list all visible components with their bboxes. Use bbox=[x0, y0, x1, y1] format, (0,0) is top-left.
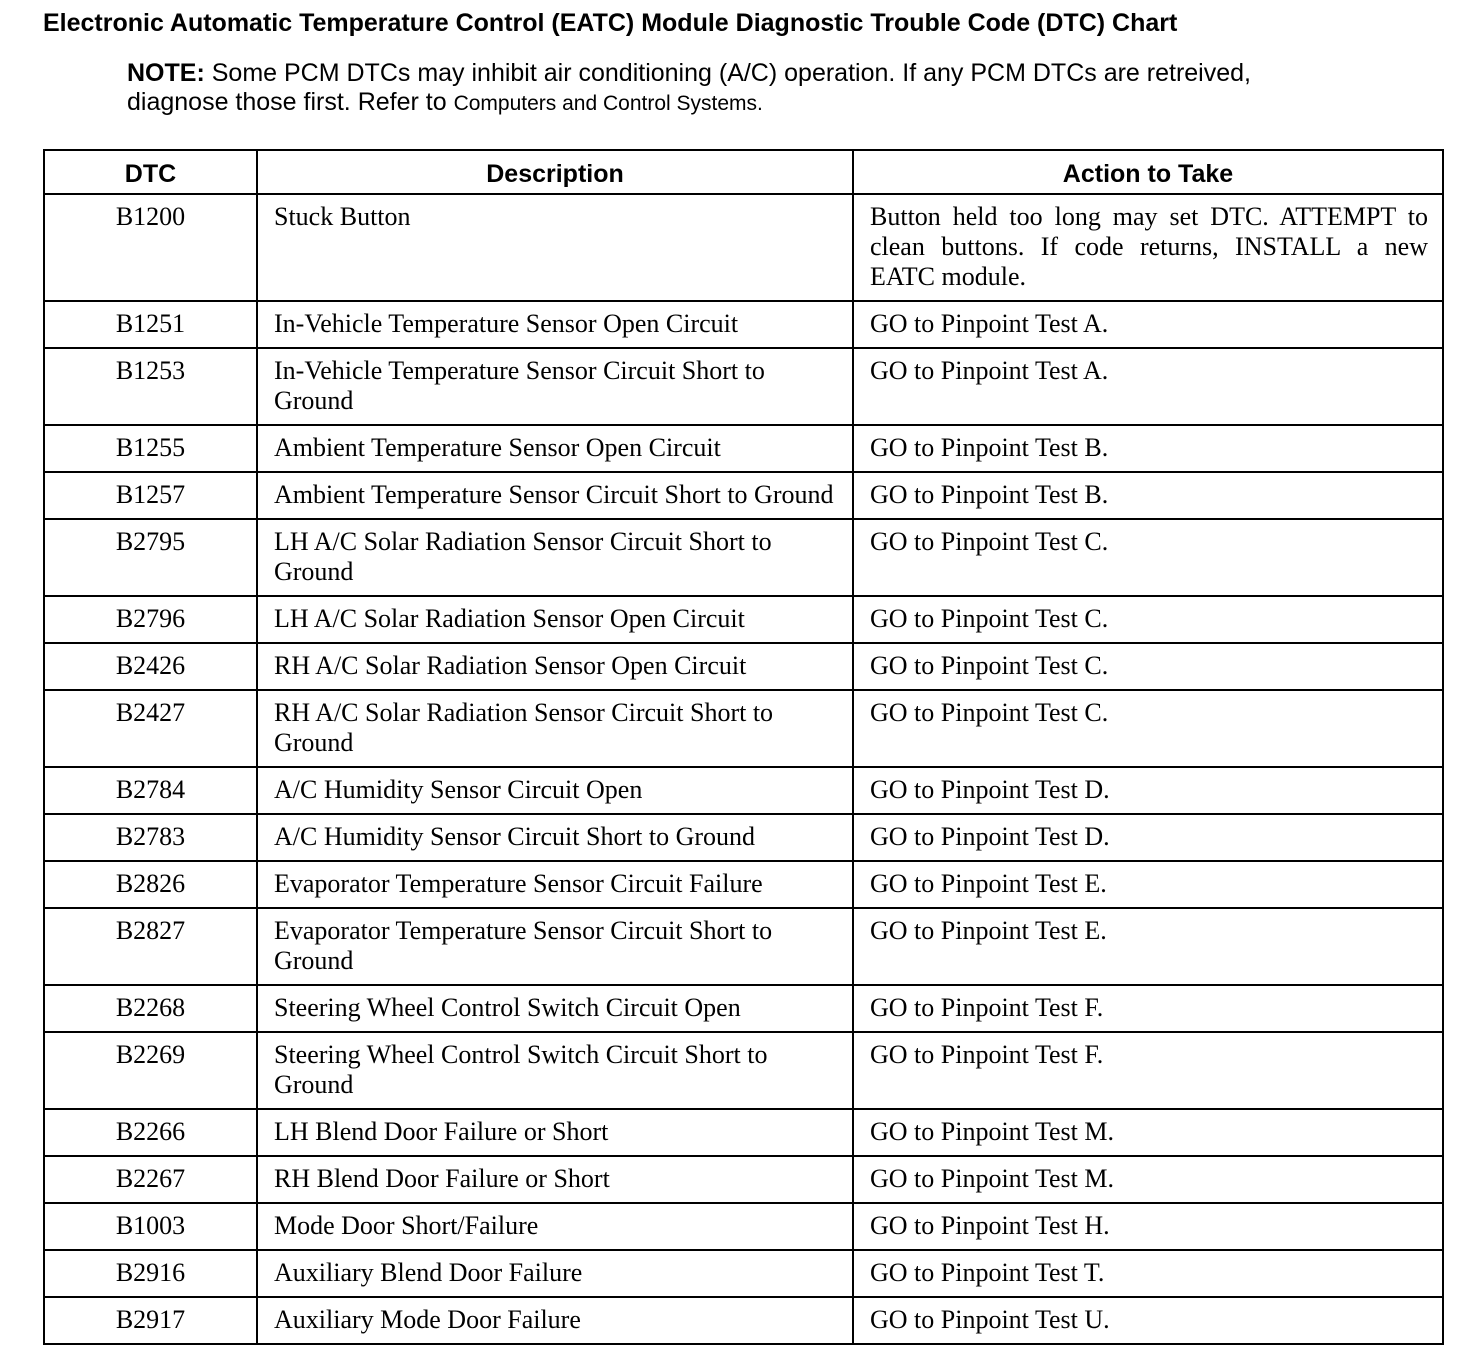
dtc-code-cell: B1255 bbox=[44, 425, 257, 472]
description-cell: Auxiliary Blend Door Failure bbox=[257, 1250, 853, 1297]
table-row bbox=[44, 690, 1443, 767]
note-reference-link[interactable]: Computers and Control Systems. bbox=[453, 92, 763, 115]
table-row bbox=[44, 472, 1443, 519]
table-header-row bbox=[44, 150, 1443, 194]
page-title: Electronic Automatic Temperature Control (EATC) Module Diagnostic Trouble Code (DTC) Chart bbox=[43, 9, 1178, 37]
description-cell: RH Blend Door Failure or Short bbox=[257, 1156, 853, 1203]
table-row bbox=[44, 1250, 1443, 1297]
dtc-code-cell: B2426 bbox=[44, 643, 257, 690]
table-row bbox=[44, 301, 1443, 348]
action-cell: GO to Pinpoint Test M. bbox=[853, 1109, 1443, 1156]
dtc-code-cell: B2827 bbox=[44, 908, 257, 985]
table-row bbox=[44, 596, 1443, 643]
description-cell: In-Vehicle Temperature Sensor Circuit Short to Ground bbox=[257, 348, 853, 425]
table-row bbox=[44, 194, 1443, 301]
action-cell: Button held too long may set DTC. ATTEMPT to clean buttons. If code returns, INSTALL a new EATC module. bbox=[853, 194, 1443, 301]
description-cell: LH A/C Solar Radiation Sensor Open Circuit bbox=[257, 596, 853, 643]
action-cell: GO to Pinpoint Test B. bbox=[853, 425, 1443, 472]
description-cell: Steering Wheel Control Switch Circuit Short to Ground bbox=[257, 1032, 853, 1109]
description-cell: Steering Wheel Control Switch Circuit Open bbox=[257, 985, 853, 1032]
description-cell: Ambient Temperature Sensor Circuit Short to Ground bbox=[257, 472, 853, 519]
table-row bbox=[44, 1156, 1443, 1203]
dtc-code-cell: B1253 bbox=[44, 348, 257, 425]
table-row bbox=[44, 767, 1443, 814]
note-text: Some PCM DTCs may inhibit air conditioning (A/C) operation. If any PCM DTCs are retreived, diagnose those first. Refer to bbox=[127, 59, 1251, 116]
table-body bbox=[44, 194, 1443, 1344]
header-action: Action to Take bbox=[853, 150, 1443, 194]
dtc-code-cell: B1257 bbox=[44, 472, 257, 519]
action-cell: GO to Pinpoint Test C. bbox=[853, 690, 1443, 767]
header-description: Description bbox=[257, 150, 853, 194]
action-cell: GO to Pinpoint Test F. bbox=[853, 1032, 1443, 1109]
action-cell: GO to Pinpoint Test H. bbox=[853, 1203, 1443, 1250]
dtc-code-cell: B1003 bbox=[44, 1203, 257, 1250]
description-cell: LH A/C Solar Radiation Sensor Circuit Short to Ground bbox=[257, 519, 853, 596]
table-row bbox=[44, 814, 1443, 861]
description-cell: LH Blend Door Failure or Short bbox=[257, 1109, 853, 1156]
action-cell: GO to Pinpoint Test D. bbox=[853, 814, 1443, 861]
description-cell: Evaporator Temperature Sensor Circuit Failure bbox=[257, 861, 853, 908]
action-cell: GO to Pinpoint Test D. bbox=[853, 767, 1443, 814]
note-label: NOTE: bbox=[127, 59, 205, 87]
action-cell: GO to Pinpoint Test U. bbox=[853, 1297, 1443, 1344]
dtc-code-cell: B2917 bbox=[44, 1297, 257, 1344]
note bbox=[127, 59, 1327, 118]
description-cell: A/C Humidity Sensor Circuit Short to Ground bbox=[257, 814, 853, 861]
dtc-code-cell: B2796 bbox=[44, 596, 257, 643]
dtc-code-cell: B2427 bbox=[44, 690, 257, 767]
action-cell: GO to Pinpoint Test C. bbox=[853, 519, 1443, 596]
description-cell: RH A/C Solar Radiation Sensor Open Circuit bbox=[257, 643, 853, 690]
dtc-code-cell: B2795 bbox=[44, 519, 257, 596]
table-row bbox=[44, 861, 1443, 908]
dtc-code-cell: B2826 bbox=[44, 861, 257, 908]
dtc-code-cell: B2268 bbox=[44, 985, 257, 1032]
action-cell: GO to Pinpoint Test E. bbox=[853, 908, 1443, 985]
description-cell: Mode Door Short/Failure bbox=[257, 1203, 853, 1250]
action-cell: GO to Pinpoint Test A. bbox=[853, 348, 1443, 425]
action-cell: GO to Pinpoint Test F. bbox=[853, 985, 1443, 1032]
dtc-code-cell: B2267 bbox=[44, 1156, 257, 1203]
dtc-code-cell: B2269 bbox=[44, 1032, 257, 1109]
dtc-code-cell: B2916 bbox=[44, 1250, 257, 1297]
description-cell: Evaporator Temperature Sensor Circuit Short to Ground bbox=[257, 908, 853, 985]
table-row bbox=[44, 425, 1443, 472]
table-row bbox=[44, 643, 1443, 690]
dtc-code-cell: B1251 bbox=[44, 301, 257, 348]
table-row bbox=[44, 908, 1443, 985]
table-row bbox=[44, 985, 1443, 1032]
dtc-code-cell: B1200 bbox=[44, 194, 257, 301]
table-row bbox=[44, 1032, 1443, 1109]
description-cell: RH A/C Solar Radiation Sensor Circuit Short to Ground bbox=[257, 690, 853, 767]
description-cell: Ambient Temperature Sensor Open Circuit bbox=[257, 425, 853, 472]
dtc-code-cell: B2266 bbox=[44, 1109, 257, 1156]
action-cell: GO to Pinpoint Test T. bbox=[853, 1250, 1443, 1297]
table-row bbox=[44, 348, 1443, 425]
description-cell: A/C Humidity Sensor Circuit Open bbox=[257, 767, 853, 814]
header-dtc: DTC bbox=[44, 150, 257, 194]
table-row bbox=[44, 1297, 1443, 1344]
dtc-code-cell: B2784 bbox=[44, 767, 257, 814]
action-cell: GO to Pinpoint Test E. bbox=[853, 861, 1443, 908]
action-cell: GO to Pinpoint Test C. bbox=[853, 596, 1443, 643]
action-cell: GO to Pinpoint Test A. bbox=[853, 301, 1443, 348]
table-row bbox=[44, 519, 1443, 596]
action-cell: GO to Pinpoint Test M. bbox=[853, 1156, 1443, 1203]
description-cell: Stuck Button bbox=[257, 194, 853, 301]
dtc-chart-table bbox=[43, 149, 1444, 1345]
table-row bbox=[44, 1109, 1443, 1156]
table-row bbox=[44, 1203, 1443, 1250]
description-cell: Auxiliary Mode Door Failure bbox=[257, 1297, 853, 1344]
dtc-code-cell: B2783 bbox=[44, 814, 257, 861]
action-cell: GO to Pinpoint Test C. bbox=[853, 643, 1443, 690]
action-cell: GO to Pinpoint Test B. bbox=[853, 472, 1443, 519]
description-cell: In-Vehicle Temperature Sensor Open Circuit bbox=[257, 301, 853, 348]
